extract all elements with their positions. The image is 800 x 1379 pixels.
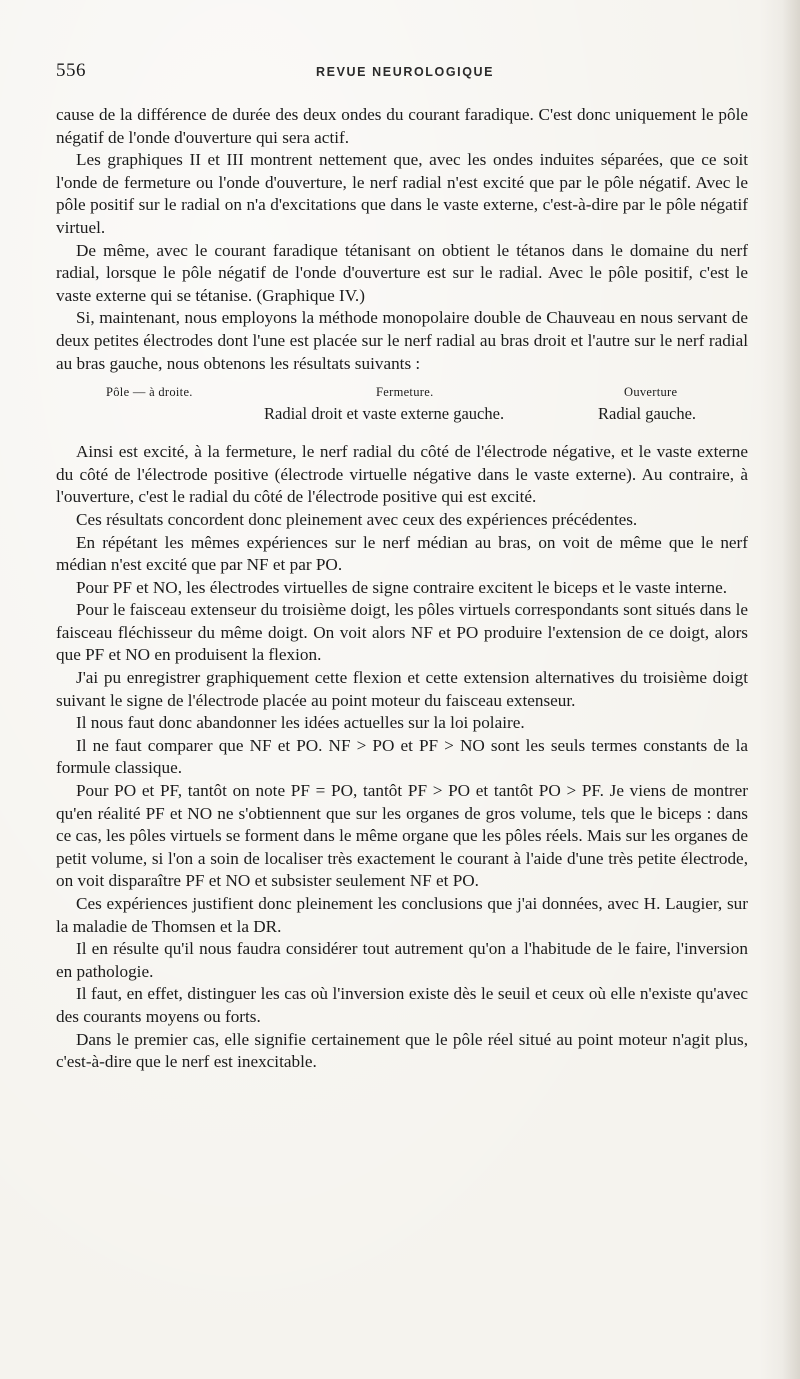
paragraph: cause de la différence de durée des deux ondes du courant faradique. C'est donc uniquement le pôle négatif de l'onde d'ouverture qui sera actif. (56, 105, 748, 147)
paragraph: Il ne faut comparer que NF et PO. NF > PO et PF > NO sont les seuls termes constants de la formule classique. (56, 735, 748, 778)
paragraph: Si, maintenant, nous employons la méthode monopolaire double de Chauveau en nous servant de deux petites électrodes dont l'une est placée sur le nerf radial au bras droit et l'autre sur le nerf radial au bras gauche, nous obtenons les résultats suivants : (56, 308, 748, 373)
results-table-header-row (56, 381, 748, 401)
paragraph: Ainsi est excité, à la fermeture, le nerf radial du côté de l'électrode négative, et le vaste externe du côté de l'électrode positive (électrode virtuelle négative dans le vaste externe). Au contraire, à l'ouverture, c'est le radial du côté de l'électrode positive qui est excité. (56, 442, 748, 507)
paragraph: De même, avec le courant faradique tétanisant on obtient le tétanos dans le domaine du nerf radial, lorsque le pôle négatif de l'onde d'ouverture est sur le radial. Avec le pôle positif, c'est le vaste externe qui se tétanise. (Graphique IV.) (56, 240, 748, 305)
running-head: REVUE NEUROLOGIQUE (316, 65, 495, 79)
article-body (56, 104, 748, 1074)
results-table-header-fermeture: Fermeture. (376, 385, 434, 400)
results-table-value-row (56, 403, 748, 427)
results-table-value-fermeture: Radial droit et vaste externe gauche. (264, 404, 505, 424)
paragraph: Il faut, en effet, distinguer les cas où l'inversion existe dès le seuil et ceux où elle n'existe qu'avec des courants moyens ou forts. (56, 984, 748, 1026)
paragraph: Ces expériences justifient donc pleinement les conclusions que j'ai données, avec H. Laugier, sur la maladie de Thomsen et la DR. (56, 894, 748, 936)
paragraph: Les graphiques II et III montrent nettement que, avec les ondes induites séparées, que ce soit l'onde de fermeture ou l'onde d'ouverture, le nerf radial n'est excité que par le pôle négatif. Avec le pôle positif sur le radial on n'a d'excitations que dans le vaste externe, c'est-à-dire par le pôle négatif virtuel. (56, 150, 748, 237)
paragraph: Pour PF et NO, les électrodes virtuelles de signe contraire excitent le biceps et le vaste interne. (76, 577, 728, 597)
page-number: 556 (56, 60, 86, 81)
results-table-value-ouverture: Radial gauche. (598, 404, 697, 424)
paragraph: En répétant les mêmes expériences sur le nerf médian au bras, on voit de même que le nerf médian n'est excité que par NF et par PO. (56, 532, 748, 575)
paragraph: Pour le faisceau extenseur du troisième doigt, les pôles virtuels correspondants sont situés dans le faisceau fléchisseur du même doigt. On voit alors NF et PO produire l'extension de ce doigt, alors que PF et NO en produisent la flexion. (56, 600, 748, 665)
paragraph: Ces résultats concordent donc pleinement avec ceux des expériences précédentes. (76, 509, 638, 529)
paragraph: J'ai pu enregistrer graphiquement cette flexion et cette extension alternatives du troisième doigt suivant le signe de l'électrode placée au point moteur du faisceau extenseur. (56, 668, 748, 710)
paragraph: Il en résulte qu'il nous faudra considérer tout autrement qu'on a l'habitude de le faire, l'inversion en pathologie. (56, 939, 748, 981)
results-table-header-ouverture: Ouverture (624, 385, 678, 400)
page-header (56, 60, 746, 88)
paragraph: Pour PO et PF, tantôt on note PF = PO, tantôt PF > PO et tantôt PO > PF. Je viens de montrer qu'en réalité PF et NO ne s'obtiennent que sur les organes de gros volume, tels que le biceps : dans ce cas, les pôles virtuels se forment dans le même organe que les pôles réels. Mais sur les organes de petit volume, si l'on a soin de localiser très exactement le courant à l'aide d'une très petite électrode, on voit disparaître PF et NO et subsister seulement NF et PO. (56, 781, 748, 891)
results-table (56, 381, 748, 433)
scan-edge-shadow (782, 0, 800, 1379)
results-table-header-pole: Pôle — à droite. (106, 385, 193, 400)
paragraph: Dans le premier cas, elle signifie certainement que le pôle réel situé au point moteur n'agit plus, c'est-à-dire que le nerf est inexcitable. (56, 1029, 748, 1072)
paragraph: Il nous faut donc abandonner les idées actuelles sur la loi polaire. (76, 713, 525, 733)
